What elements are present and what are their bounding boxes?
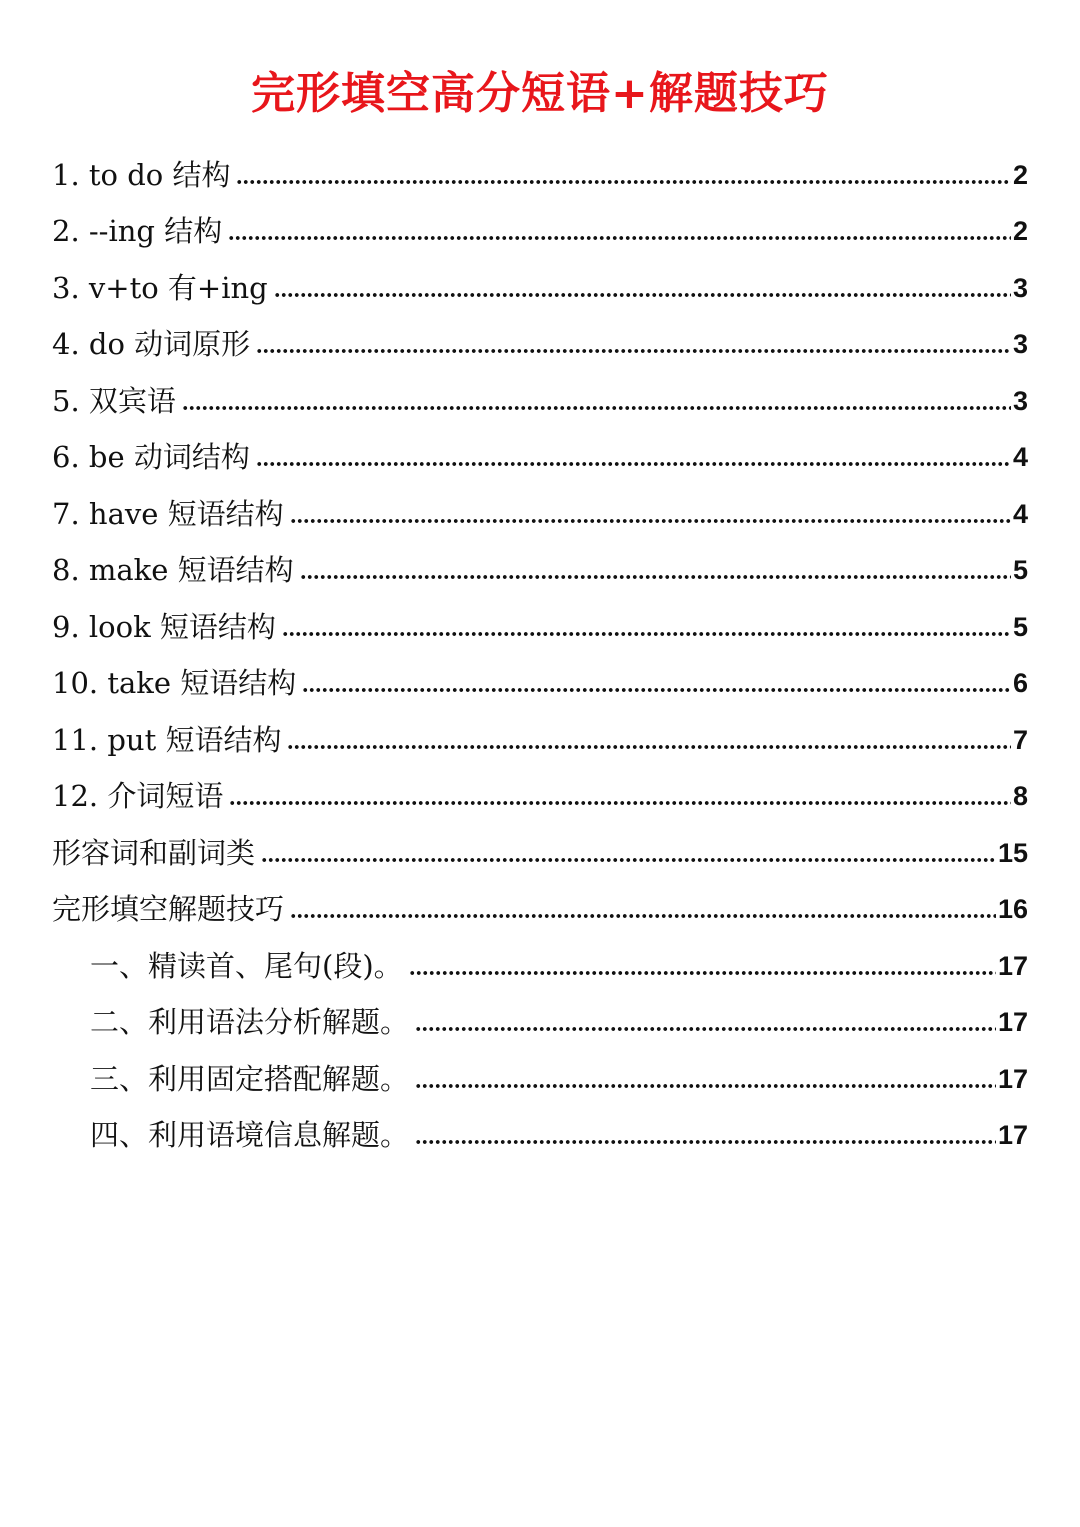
- toc-entry[interactable]: [52, 873, 1028, 930]
- toc-page-number: 4: [1012, 498, 1028, 529]
- toc-entry[interactable]: [52, 760, 1028, 817]
- dot-leader: [415, 1027, 996, 1031]
- toc-subentry[interactable]: [52, 986, 1028, 1043]
- toc-entry[interactable]: [52, 816, 1028, 873]
- toc-entry-label: 12. 介词短语: [52, 779, 224, 813]
- dot-leader: [256, 462, 1011, 466]
- dot-leader: [302, 688, 1011, 692]
- toc-entry[interactable]: [52, 421, 1028, 478]
- dot-leader: [290, 914, 996, 918]
- toc-entry[interactable]: [52, 703, 1028, 760]
- toc-entry-label: 2. --ing 结构: [52, 214, 223, 248]
- dot-leader: [228, 236, 1011, 240]
- toc-page-number: 5: [1012, 611, 1028, 642]
- dot-leader: [282, 632, 1011, 636]
- dot-leader: [274, 293, 1011, 297]
- toc-entry[interactable]: [52, 364, 1028, 421]
- toc-subentry[interactable]: [52, 1042, 1028, 1099]
- toc-entry-label: 6. be 动词结构: [52, 440, 250, 474]
- toc-page-number: 17: [997, 1120, 1028, 1150]
- toc-page-number: 2: [1012, 216, 1028, 246]
- dot-leader: [236, 180, 1011, 184]
- toc-entry-label: 8. make 短语结构: [52, 553, 294, 587]
- toc-entry[interactable]: [52, 477, 1028, 534]
- toc-entry-label: 9. look 短语结构: [52, 609, 276, 644]
- toc-entry-label: 4. do 动词原形: [52, 327, 251, 361]
- dot-leader: [182, 406, 1011, 410]
- document-title: 完形填空高分短语+解题技巧: [251, 68, 829, 119]
- dot-leader: [287, 745, 1011, 749]
- toc-page-number: 3: [1012, 329, 1028, 359]
- toc-entry[interactable]: [52, 590, 1028, 647]
- dot-leader: [415, 1140, 996, 1144]
- dot-leader: [256, 349, 1011, 353]
- toc-page-number: 16: [997, 894, 1028, 924]
- dot-leader: [290, 519, 1011, 523]
- toc-entry[interactable]: [52, 251, 1028, 308]
- toc-entry-label: 7. have 短语结构: [52, 496, 284, 531]
- toc-entry-label: 5. 双宾语: [52, 383, 176, 418]
- toc-page-number: 17: [997, 1007, 1028, 1037]
- toc-page-number: 8: [1012, 781, 1028, 811]
- toc-page-number: 7: [1012, 724, 1028, 755]
- toc-entry[interactable]: [52, 138, 1028, 195]
- toc-page-number: 3: [1012, 272, 1028, 303]
- toc-entry[interactable]: [52, 195, 1028, 252]
- toc-page-number: 4: [1012, 442, 1028, 472]
- dot-leader: [229, 801, 1011, 805]
- toc-entry-label: 二、利用语法分析解题。: [90, 1005, 410, 1039]
- toc-entry[interactable]: [52, 647, 1028, 704]
- toc-entry-label: 形容词和副词类: [52, 835, 256, 870]
- dot-leader: [415, 1084, 996, 1088]
- toc-entry-label: 四、利用语境信息解题。: [90, 1118, 410, 1152]
- table-of-contents: [52, 138, 1028, 1155]
- toc-subentry[interactable]: [52, 1099, 1028, 1156]
- toc-entry-label: 一、精读首、尾句(段)。: [90, 948, 403, 983]
- toc-page-number: 2: [1012, 159, 1028, 190]
- toc-page-number: 17: [997, 950, 1028, 981]
- dot-leader: [409, 971, 996, 975]
- toc-page-number: 15: [997, 837, 1028, 868]
- toc-subentry[interactable]: [52, 929, 1028, 986]
- dot-leader: [300, 575, 1011, 579]
- toc-page-number: 3: [1012, 385, 1028, 416]
- toc-page-number: 6: [1012, 668, 1028, 698]
- toc-entry-label: 完形填空解题技巧: [52, 892, 285, 926]
- toc-entry-label: 10. take 短语结构: [52, 666, 297, 700]
- toc-entry[interactable]: [52, 308, 1028, 365]
- toc-entry-label: 三、利用固定搭配解题。: [90, 1061, 410, 1096]
- toc-entry[interactable]: [52, 534, 1028, 591]
- toc-entry-label: 3. v+to 有+ing: [52, 270, 268, 305]
- dot-leader: [261, 858, 996, 862]
- toc-page-number: 17: [997, 1063, 1028, 1094]
- toc-entry-label: 11. put 短语结构: [52, 722, 282, 757]
- toc-entry-label: 1. to do 结构: [52, 157, 231, 192]
- toc-page-number: 5: [1012, 555, 1028, 585]
